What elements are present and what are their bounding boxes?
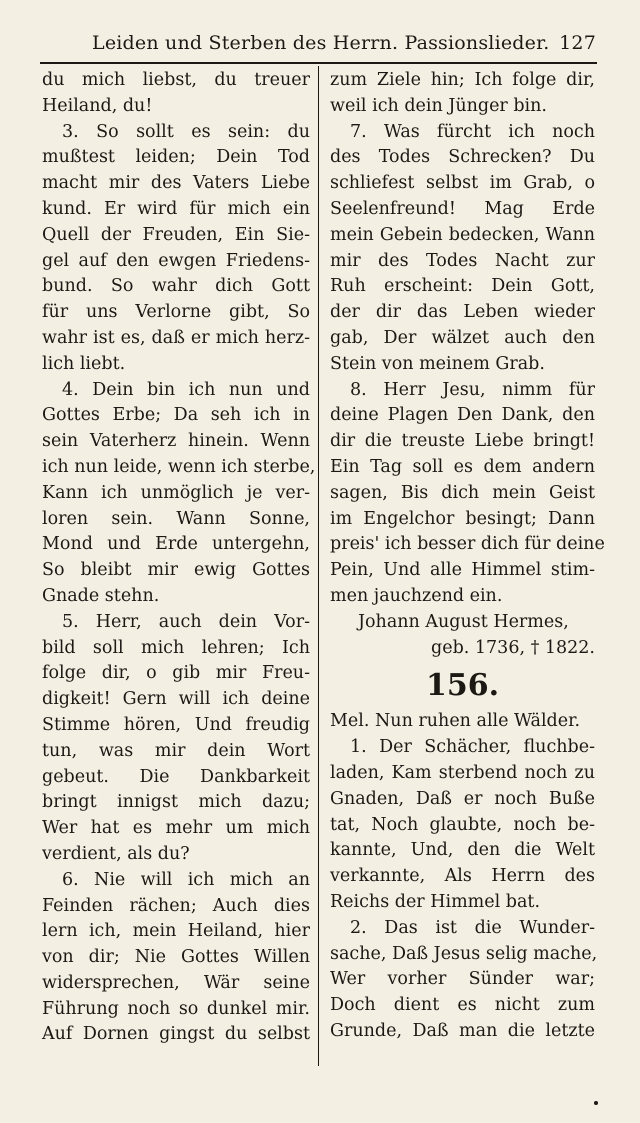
left-column bbox=[42, 68, 316, 1048]
text-line: macht mir des Vaters Liebe bbox=[42, 173, 310, 194]
text-line: 8. Herr Jesu, nimm für bbox=[350, 379, 595, 400]
page-number: 127 bbox=[559, 32, 596, 54]
text-line: sagen, Bis dich mein Geist bbox=[330, 482, 595, 503]
text-line: men jauchzend ein. bbox=[330, 585, 503, 606]
text-line: tun, was mir dein Wort bbox=[42, 740, 310, 761]
text-line: gebeut. Die Dankbarkeit bbox=[42, 766, 310, 787]
text-line: Heiland, du! bbox=[42, 95, 153, 116]
text-line: Quell der Freuden, Ein Sie- bbox=[42, 224, 310, 245]
text-line: sache, Daß Jesus selig mache, bbox=[330, 943, 598, 964]
right-column bbox=[330, 68, 605, 1045]
hymn-author: Johann August Hermes, bbox=[358, 611, 569, 632]
text-line: Kann ich unmöglich je ver- bbox=[42, 482, 310, 503]
text-line: Ruh erscheint: Dein Gott, bbox=[330, 276, 595, 297]
text-line: deine Plagen Den Dank, den bbox=[330, 405, 595, 426]
text-line: kund. Er wird für mich ein bbox=[42, 198, 310, 219]
text-line: mußtest leiden; Dein Tod bbox=[42, 147, 310, 168]
right-column-verses bbox=[330, 68, 605, 610]
text-line: Gottes Erbe; Da seh ich in bbox=[42, 405, 310, 426]
text-line: So bleibt mir ewig Gottes bbox=[42, 560, 310, 581]
text-line: für uns Verlorne gibt, So bbox=[42, 302, 310, 323]
text-line: preis' ich besser dich für deine bbox=[330, 534, 605, 555]
text-line: Wer vorher Sünder war; bbox=[330, 969, 595, 990]
text-line: bund. So wahr dich Gott bbox=[42, 276, 310, 297]
hymn-author-dates: geb. 1736, † 1822. bbox=[431, 637, 595, 658]
page-mark bbox=[594, 1101, 598, 1105]
text-line: loren sein. Wann Sonne, bbox=[42, 508, 310, 529]
header-rule bbox=[40, 62, 597, 64]
text-line: Stein von meinem Grab. bbox=[330, 353, 545, 374]
text-line: Doch dient es nicht zum bbox=[330, 995, 595, 1016]
header-title: Leiden und Sterben des Herrn. Passionslieder. bbox=[92, 32, 550, 54]
text-line: 5. Herr, auch dein Vor- bbox=[62, 611, 310, 632]
text-line: verdient, als du? bbox=[42, 843, 190, 864]
running-header bbox=[40, 26, 600, 60]
text-line: 1. Der Schächer, fluchbe- bbox=[350, 737, 595, 758]
text-line: des Todes Schrecken? Du bbox=[330, 147, 595, 168]
text-line: lich liebt. bbox=[42, 353, 126, 374]
text-line: Führung noch so dunkel mir. bbox=[42, 998, 310, 1019]
text-line: zum Ziele hin; Ich folge dir, bbox=[330, 70, 595, 90]
text-line: 4. Dein bin ich nun und bbox=[62, 379, 310, 400]
text-line: Gnaden, Daß er noch Buße bbox=[330, 788, 595, 809]
text-line: Wer hat es mehr um mich bbox=[42, 818, 310, 839]
hymn-number: 156. bbox=[425, 668, 500, 704]
text-line: 7. Was fürcht ich noch bbox=[350, 121, 595, 142]
text-line: 6. Nie will ich mich an bbox=[62, 869, 310, 890]
text-line: tat, Noch glaubte, noch be- bbox=[330, 814, 595, 835]
text-line: von dir; Nie Gottes Willen bbox=[42, 947, 310, 968]
text-line: widersprechen, Wär seine bbox=[42, 972, 310, 993]
text-line: gab, Der wälzet auch den bbox=[330, 327, 595, 348]
text-line: weil ich dein Jünger bin. bbox=[330, 95, 547, 116]
text-line: mir des Todes Nacht zur bbox=[330, 250, 595, 271]
text-line: der dir das Leben wieder bbox=[330, 302, 595, 323]
melody-line: Mel. Nun ruhen alle Wälder. bbox=[330, 711, 581, 732]
text-line: digkeit! Gern will ich deine bbox=[42, 689, 310, 710]
text-line: Seelenfreund! Mag Erde bbox=[330, 198, 595, 219]
text-line: lern ich, mein Heiland, hier bbox=[42, 921, 310, 942]
text-line: kannte, Und, den die Welt bbox=[330, 840, 595, 861]
text-line: ich nun leide, wenn ich sterbe, bbox=[42, 456, 316, 477]
text-line: 3. So sollt es sein: du bbox=[62, 121, 310, 142]
text-line: folge dir, o gib mir Freu- bbox=[42, 663, 310, 684]
text-line: 2. Das ist die Wunder- bbox=[350, 917, 595, 938]
column-divider bbox=[318, 66, 319, 1066]
text-line: schliefest selbst im Grab, o bbox=[330, 173, 595, 194]
right-column-verses-2 bbox=[330, 735, 598, 1045]
text-line: mein Gebein bedecken, Wann bbox=[330, 224, 595, 245]
text-line: verkannte, Als Herrn des bbox=[330, 866, 595, 887]
text-line: Feinden rächen; Auch dies bbox=[42, 895, 310, 916]
text-line: sein Vaterherz hinein. Wenn bbox=[42, 431, 310, 452]
text-line: Ein Tag soll es dem andern bbox=[330, 456, 595, 477]
text-line: Auf Dornen gingst du selbst bbox=[42, 1024, 310, 1045]
text-line: im Engelchor besingt; Dann bbox=[330, 508, 595, 529]
text-line: Mond und Erde untergehn, bbox=[42, 534, 310, 555]
text-line: wahr ist es, daß er mich herz- bbox=[42, 327, 310, 348]
text-line: gel auf den ewgen Friedens- bbox=[42, 250, 310, 271]
text-line: Reichs der Himmel bat. bbox=[330, 891, 541, 912]
text-line: du mich liebst, du treuer bbox=[42, 70, 310, 90]
text-line: Grunde, Daß man die letzte bbox=[330, 1020, 595, 1041]
text-line: Pein, Und alle Himmel stim- bbox=[330, 560, 595, 581]
text-line: Gnade stehn. bbox=[42, 585, 160, 606]
text-line: Stimme hören, Und freudig bbox=[42, 714, 310, 735]
text-line: dir die treuste Liebe bringt! bbox=[330, 431, 595, 452]
text-line: bringt innigst mich dazu; bbox=[42, 792, 310, 813]
text-line: laden, Kam sterbend noch zu bbox=[330, 762, 595, 783]
text-line: bild soll mich lehren; Ich bbox=[42, 637, 310, 658]
